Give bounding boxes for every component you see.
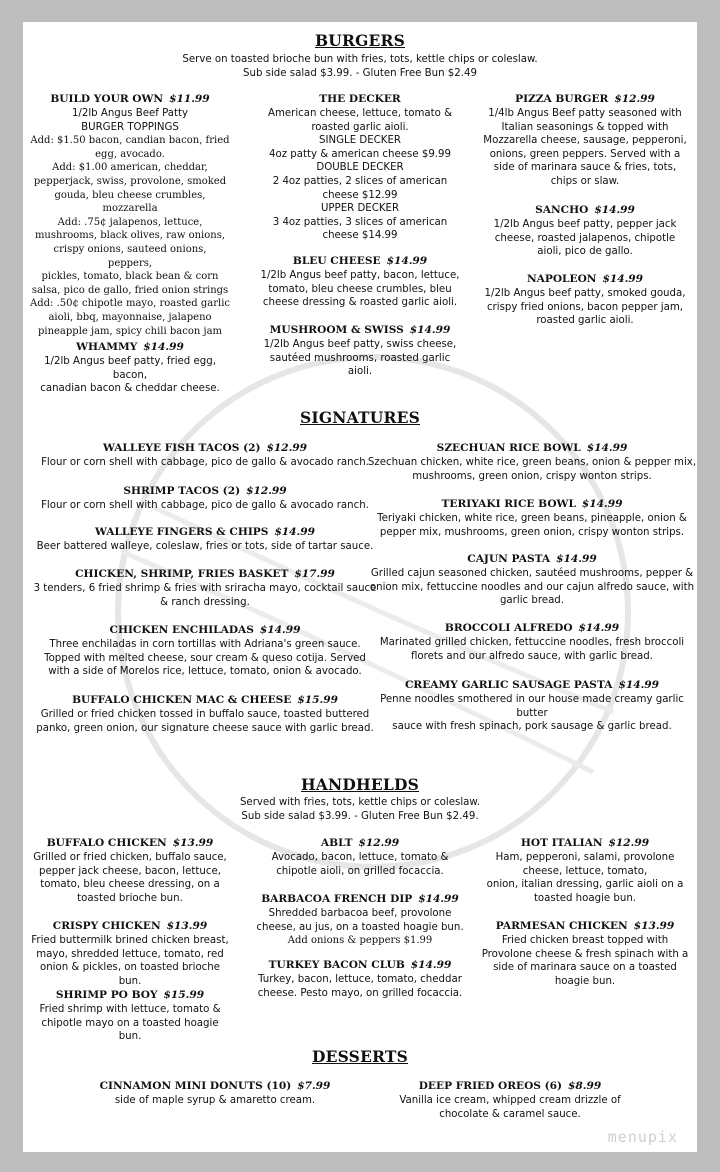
menu-item-pizza-burger	[480, 92, 690, 189]
menu-item-chicken-enchiladas	[30, 623, 380, 679]
item-price: $14.99	[410, 959, 452, 971]
item-description: BURGER TOPPINGS	[81, 121, 179, 133]
item-title: WALLEYE FISH TACOS (2)	[102, 442, 261, 454]
item-description: sauce with fresh spinach, pork sausage & garlic bread.	[392, 721, 672, 733]
item-description: Fried chicken breast topped with	[501, 935, 669, 946]
item-description: Marinated grilled chicken, fettuccine noodles, fresh broccoli	[379, 637, 685, 648]
menu-item-buffalo-chicken	[30, 836, 230, 905]
item-description: SINGLE DECKER	[319, 135, 401, 147]
item-description: 1/2lb Angus beef patty, pepper jack	[493, 219, 677, 230]
item-price: $14.99	[386, 255, 428, 267]
item-title: BUFFALO CHICKEN	[46, 837, 167, 849]
item-title: WALLEYE FINGERS & CHIPS	[95, 526, 269, 538]
item-description: chipotle mayo on a toasted hoagie bun.	[41, 1017, 219, 1043]
item-title: ABLT	[320, 837, 353, 849]
item-description: 1/2lb Angus beef patty, swiss cheese,	[263, 339, 457, 350]
item-description: Fried buttermilk brined chicken breast,	[31, 935, 229, 946]
item-description: Penne noodles smothered in our house made creamy garlic butter	[380, 694, 684, 719]
item-description: roasted garlic aioli.	[311, 121, 409, 133]
item-title: PARMESAN CHICKEN	[495, 920, 628, 932]
item-description: Flour or corn shell with cabbage, pico de gallo & avocado ranch.	[41, 500, 369, 511]
item-description: pepper jack cheese, bacon, lettuce,	[39, 865, 221, 877]
item-price: $14.99	[602, 273, 644, 285]
item-description: American cheese, lettuce, tomato &	[267, 108, 453, 119]
item-title: BUFFALO CHICKEN MAC & CHEESE	[72, 694, 292, 706]
item-add-ons: pineapple jam, spicy chili bacon jam	[37, 325, 223, 337]
menu-item-teriyaki-rice-bowl	[367, 497, 697, 539]
item-name	[75, 1079, 355, 1093]
item-price: $14.99	[556, 553, 597, 565]
menu-item-build-your-own	[30, 92, 230, 338]
item-title: THE DECKER	[319, 93, 401, 105]
item-description: Beer battered walleye, coleslaw, fries or tots, side of tartar sauce.	[36, 541, 374, 552]
menu-item-whammy	[30, 340, 230, 396]
item-name	[367, 497, 697, 511]
item-title: CINNAMON MINI DONUTS (10)	[99, 1080, 292, 1092]
item-title: CAJUN PASTA	[467, 553, 551, 565]
item-title: SHRIMP TACOS (2)	[123, 485, 241, 497]
item-description: 3 tenders, 6 fried shrimp & fries with sriracha mayo, cocktail sauce	[33, 583, 377, 594]
item-title: DEEP FRIED OREOS (6)	[418, 1080, 563, 1092]
item-description: onion, italian dressing, garlic aioli on a	[486, 879, 684, 891]
item-description: cheese, roasted jalapenos, chipotle	[494, 232, 676, 244]
item-description: Grilled or fried chicken tossed in buffalo sauce, toasted buttered	[40, 709, 370, 720]
item-add-ons: pepperjack, swiss, provolone, smoked	[33, 175, 227, 187]
item-price: $14.99	[274, 526, 315, 538]
item-description: cheese. Pesto mayo, on grilled focaccia.	[257, 987, 463, 999]
item-name	[480, 836, 690, 850]
item-description: Avocado, bacon, lettuce, tomato &	[271, 852, 449, 863]
desserts-title: DESSERTS	[311, 1047, 409, 1066]
item-price: $15.99	[163, 989, 205, 1001]
item-description: toasted hoagie bun.	[533, 892, 637, 904]
item-description: Topped with melted cheese, sour cream & queso cotija. Served	[44, 652, 366, 664]
item-description: 2 4oz patties, 2 slices of american	[272, 175, 448, 187]
item-name	[255, 254, 465, 268]
item-name	[30, 988, 230, 1002]
item-description: Provolone cheese & fresh spinach with a	[481, 948, 689, 960]
item-price: $13.99	[633, 920, 675, 932]
item-add-ons: mushrooms, black olives, raw onions,	[34, 230, 226, 242]
item-name	[30, 919, 230, 933]
item-description: 1/2lb Angus Beef Patty	[71, 108, 189, 119]
item-price: $13.99	[166, 920, 208, 932]
menu-item-walleye-fish-tacos	[30, 441, 380, 470]
item-description: florets and our alfredo sauce, with garlic bread.	[410, 650, 654, 662]
menu-item-cinnamon-mini-donuts	[75, 1079, 355, 1108]
item-description: panko, green onion, our signature cheese sauce with garlic bread.	[36, 722, 374, 734]
item-description: pepper mix, mushrooms, green onion, crispy wonton strips.	[379, 526, 685, 538]
item-description: roasted garlic aioli.	[536, 315, 634, 327]
item-price: $12.99	[358, 837, 400, 849]
item-title: BUILD YOUR OWN	[50, 93, 164, 105]
item-title: NAPOLEON	[526, 273, 597, 285]
item-description: tomato, bleu cheese crumbles, bleu	[268, 283, 452, 295]
item-title: HOT ITALIAN	[520, 837, 603, 849]
menu-item-ablt	[255, 836, 465, 878]
item-description: Italian seasonings & topped with	[501, 121, 669, 133]
item-title: CRISPY CHICKEN	[52, 920, 161, 932]
item-description: onion mix, fettuccine noodles and our cajun alfredo sauce, with	[369, 581, 695, 593]
item-description: Fried shrimp with lettuce, tomato &	[39, 1004, 221, 1015]
menu-item-shrimp-po-boy	[30, 988, 230, 1044]
item-description: aioli.	[347, 366, 373, 378]
item-price: $14.99	[618, 679, 660, 691]
item-description: Szechuan chicken, white rice, green beans, onion & pepper mix,	[367, 457, 697, 468]
item-description: DOUBLE DECKER	[316, 162, 404, 174]
item-description: Grilled or fried chicken, buffalo sauce,	[33, 852, 227, 863]
item-title: CREAMY GARLIC SAUSAGE PASTA	[404, 679, 613, 691]
item-description: tomato, bleu cheese dressing, on a	[40, 879, 220, 891]
menu-item-barbacoa-french-dip	[255, 892, 465, 948]
item-name	[367, 552, 697, 566]
item-price: $14.99	[259, 624, 301, 636]
baseball-watermark-icon	[53, 352, 673, 872]
item-add-ons: Add: $1.50 bacon, candian bacon, fried	[30, 135, 230, 147]
item-price: $12.99	[266, 442, 308, 454]
menu-item-parmesan-chicken	[480, 919, 690, 988]
item-add-ons: aioli, bbq, mayonnaise, jalapeno	[48, 311, 212, 323]
item-description: Shredded barbacoa beef, provolone	[268, 908, 452, 919]
item-extra: Add onions & peppers $1.99	[287, 935, 433, 947]
item-description: Three enchiladas in corn tortillas with Adriana's green sauce.	[49, 639, 361, 650]
item-description: cheese, au jus, on a toasted hoagie bun.	[256, 921, 464, 933]
item-name	[30, 92, 230, 106]
menu-item-szechuan-rice-bowl	[367, 441, 697, 483]
menu-item-bleu-cheese	[255, 254, 465, 310]
item-price: $12.99	[246, 485, 287, 497]
item-description: cheese $12.99	[322, 189, 398, 201]
item-description: Vanilla ice cream, whipped cream drizzle of	[399, 1095, 621, 1106]
item-description: 1/2lb Angus beef patty, smoked gouda,	[484, 288, 686, 299]
item-add-ons: pickles, tomato, black bean & corn	[41, 271, 219, 283]
item-description: chocolate & caramel sauce.	[439, 1108, 581, 1120]
item-description: UPPER DECKER	[320, 203, 400, 215]
item-description: mushrooms, green onion, crispy wonton strips.	[412, 470, 652, 482]
item-description: 1/2lb Angus beef patty, bacon, lettuce,	[260, 270, 460, 281]
item-description: Turkey, bacon, lettuce, tomato, cheddar	[258, 974, 462, 985]
item-name	[30, 836, 230, 850]
item-name	[367, 441, 697, 455]
item-add-ons: egg, avocado.	[95, 148, 165, 160]
item-price: $14.99	[586, 442, 628, 454]
item-price: $14.99	[143, 341, 184, 353]
menu-item-turkey-bacon-club	[255, 958, 465, 1000]
item-price: $14.99	[409, 324, 451, 336]
handhelds-note: Served with fries, tots, kettle chips or coleslaw. Sub side salad $3.99. - Gluten Free Bun $2.49.	[239, 797, 481, 822]
item-price: $12.99	[608, 837, 650, 849]
item-title: BLEU CHEESE	[292, 255, 381, 267]
item-name	[367, 621, 697, 635]
item-name	[255, 958, 465, 972]
item-price: $11.99	[169, 93, 210, 105]
item-name	[255, 323, 465, 337]
item-add-ons: Add: .50¢ chipotle mayo, roasted garlic	[30, 298, 231, 310]
menu-item-sancho	[480, 203, 690, 259]
menupix-watermark: menupix	[607, 1128, 678, 1146]
item-description: 1/4lb Angus Beef patty seasoned with	[488, 108, 682, 119]
item-description: chips or slaw.	[550, 175, 620, 187]
item-price: $8.99	[568, 1080, 602, 1092]
item-price: $13.99	[172, 837, 214, 849]
item-name	[480, 919, 690, 933]
item-description: 3 4oz patties, 3 slices of american	[272, 216, 448, 228]
handhelds-title: HANDHELDS	[300, 775, 420, 794]
burgers-note: Serve on toasted brioche bun with fries, tots, kettle chips or coleslaw. Sub side salad $3.99. - Gluten Free Bun $2.49	[182, 54, 538, 79]
item-description: side of marinara sauce & fries, tots,	[493, 162, 677, 174]
signatures-title: SIGNATURES	[300, 408, 420, 427]
item-add-ons: Add: $1.00 american, cheddar,	[52, 162, 208, 174]
menu-item-garlic-sausage-pasta	[367, 678, 697, 734]
item-description: hoagie bun.	[554, 975, 616, 987]
item-price: $14.99	[594, 204, 635, 216]
item-price: $14.99	[578, 622, 620, 634]
item-description: 4oz patty & american cheese $9.99	[268, 148, 451, 160]
item-title: SZECHUAN RICE BOWL	[436, 442, 581, 454]
item-title: BROCCOLI ALFREDO	[444, 622, 573, 634]
item-add-ons: crispy onions, sauteed onions, peppers,	[53, 243, 207, 269]
menu-item-chicken-shrimp-basket	[30, 567, 380, 609]
item-name	[30, 525, 380, 539]
item-title: CHICKEN ENCHILADAS	[109, 624, 254, 636]
item-name	[480, 203, 690, 217]
item-description: cheese dressing & roasted garlic aioli.	[262, 297, 458, 309]
item-description: Flour or corn shell with cabbage, pico de gallo & avocado ranch.	[41, 457, 369, 468]
item-description: crispy fried onions, bacon pepper jam,	[486, 301, 684, 313]
menu-item-deep-fried-oreos	[375, 1079, 645, 1121]
menu-item-hot-italian	[480, 836, 690, 905]
item-name	[30, 484, 380, 498]
item-name	[480, 92, 690, 106]
item-description: cheese $14.99	[322, 230, 398, 242]
menu-item-broccoli-alfredo	[367, 621, 697, 663]
item-name	[255, 892, 465, 906]
menu-item-the-decker	[255, 92, 465, 243]
item-title: TURKEY BACON CLUB	[268, 959, 405, 971]
item-name	[30, 623, 380, 637]
item-name	[30, 441, 380, 455]
item-title: TERIYAKI RICE BOWL	[441, 498, 576, 510]
item-add-ons: salsa, pico de gallo, fried onion strings	[31, 284, 229, 296]
item-price: $12.99	[614, 93, 655, 105]
item-description: Ham, pepperoni, salami, provolone	[495, 852, 675, 863]
item-description: & ranch dressing.	[160, 596, 250, 608]
item-description: mayo, shredded lettuce, tomato, red	[36, 948, 224, 960]
item-name	[367, 678, 697, 692]
menu-item-napoleon	[480, 272, 690, 328]
item-add-ons: gouda, bleu cheese crumbles,	[54, 189, 206, 201]
item-price: $14.99	[581, 498, 623, 510]
item-title: BARBACOA FRENCH DIP	[261, 893, 413, 905]
item-description: onions, green peppers. Served with a	[489, 148, 681, 160]
menu-item-buffalo-mac	[30, 693, 380, 735]
item-description: 1/2lb Angus beef patty, fried egg, bacon,	[44, 356, 216, 381]
item-title: WHAMMY	[76, 341, 138, 353]
item-title: SHRIMP PO BOY	[55, 989, 158, 1001]
item-description: Teriyaki chicken, white rice, green beans, pineapple, onion &	[377, 513, 687, 524]
menu-item-shrimp-tacos	[30, 484, 380, 513]
item-description: canadian bacon & cheddar cheese.	[40, 383, 220, 395]
item-name	[375, 1079, 645, 1093]
item-title: MUSHROOM & SWISS	[269, 324, 404, 336]
item-description: side of marinara sauce on a toasted	[493, 962, 677, 974]
item-name	[30, 567, 380, 581]
item-title: CHICKEN, SHRIMP, FRIES BASKET	[75, 568, 289, 580]
item-name	[30, 693, 380, 707]
item-description: toasted brioche bun.	[77, 892, 183, 904]
burgers-title: BURGERS	[314, 31, 406, 50]
item-add-ons: Add: .75¢ jalapenos, lettuce,	[57, 216, 203, 228]
item-price: $7.99	[297, 1080, 331, 1092]
item-add-ons: mozzarella	[102, 203, 158, 215]
menu-item-mushroom-swiss	[255, 323, 465, 379]
item-description: chipotle aioli, on grilled focaccia.	[276, 865, 444, 877]
item-description: garlic bread.	[499, 595, 565, 607]
item-description: with a side of Morelos rice, lettuce, tomato, onion & avocado.	[48, 666, 362, 678]
item-title: PIZZA BURGER	[515, 93, 609, 105]
menu-item-cajun-pasta	[367, 552, 697, 608]
item-description: onion & pickles, on toasted brioche bun.	[39, 962, 221, 987]
item-price: $14.99	[418, 893, 459, 905]
item-description: aioli, pico de gallo.	[537, 246, 633, 258]
item-name	[30, 340, 230, 354]
item-description: sautéed mushrooms, roasted garlic	[269, 352, 451, 364]
item-price: $17.99	[294, 568, 335, 580]
item-description: side of maple syrup & amaretto cream.	[114, 1095, 316, 1106]
menu-item-crispy-chicken	[30, 919, 230, 988]
item-name	[255, 92, 465, 106]
item-name	[480, 272, 690, 286]
item-title: SANCHO	[535, 204, 589, 216]
item-description: Mozzarella cheese, sausage, pepperoni,	[483, 135, 687, 147]
menu-item-walleye-fingers	[30, 525, 380, 554]
item-name	[255, 836, 465, 850]
item-price: $15.99	[297, 694, 338, 706]
item-description: cheese, lettuce, tomato,	[522, 865, 648, 877]
item-description: Grilled cajun seasoned chicken, sautéed mushrooms, pepper &	[370, 568, 694, 579]
